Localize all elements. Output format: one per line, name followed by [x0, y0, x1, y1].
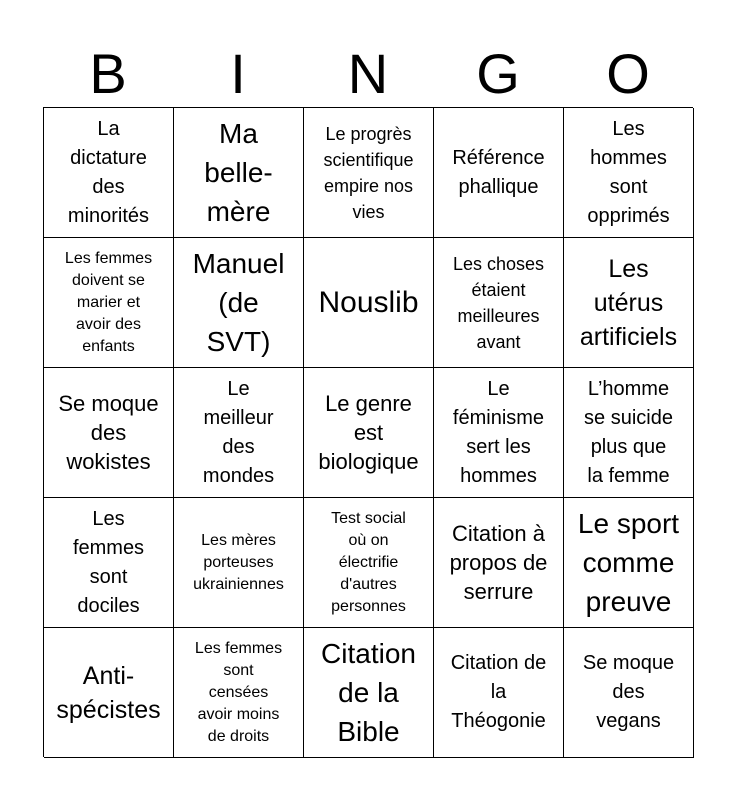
cell-text: Test social où on électrifie d'autres personnes: [331, 509, 406, 615]
bingo-cell[interactable]: [564, 498, 694, 628]
cell-text: Le genre est biologique: [318, 391, 419, 474]
bingo-cell[interactable]: [434, 108, 564, 238]
bingo-cell[interactable]: [304, 498, 434, 628]
cell-text: Référence phallique: [452, 146, 545, 198]
cell-text: Les femmes doivent se marier et avoir des enfants: [64, 249, 153, 355]
bingo-cell[interactable]: [564, 628, 694, 758]
bingo-cell[interactable]: [304, 238, 434, 368]
header-letter-o: O: [606, 42, 650, 105]
bingo-cell[interactable]: [434, 628, 564, 758]
bingo-cell[interactable]: [44, 498, 174, 628]
bingo-cell[interactable]: [174, 368, 304, 498]
bingo-cell[interactable]: [174, 628, 304, 758]
bingo-cell[interactable]: [434, 498, 564, 628]
cell-text: Manuel (de SVT): [192, 248, 285, 357]
bingo-cell[interactable]: [44, 238, 174, 368]
bingo-cell[interactable]: [434, 238, 564, 368]
cell-text: Ma belle- mère: [204, 118, 273, 227]
bingo-cell[interactable]: [564, 238, 694, 368]
cell-text: Les femmes sont dociles: [72, 507, 145, 617]
cell-text: L’homme se suicide plus que la femme: [584, 377, 673, 487]
header-letter-i: I: [230, 42, 246, 105]
cell-text: Les choses étaient meilleures avant: [452, 253, 545, 352]
bingo-cell[interactable]: [44, 108, 174, 238]
cell-text: Anti- spécistes: [56, 661, 161, 724]
header-letter-n: N: [347, 42, 389, 105]
cell-text: Citation à propos de serrure: [449, 521, 548, 604]
bingo-cell[interactable]: [174, 108, 304, 238]
bingo-cell[interactable]: [174, 238, 304, 368]
cell-text: Nouslib: [318, 285, 419, 319]
bingo-cell[interactable]: [304, 628, 434, 758]
cell-text: Le féminisme sert les hommes: [452, 377, 545, 487]
bingo-header: [43, 40, 693, 108]
cell-text: Le meilleur des mondes: [202, 377, 275, 487]
header-letter-g: G: [476, 42, 520, 105]
cell-text: Citation de la Théogonie: [450, 652, 547, 732]
cell-text: Le progrès scientifique empire nos vies: [323, 123, 414, 222]
cell-text: Se moque des vegans: [582, 652, 675, 732]
bingo-cell[interactable]: [564, 108, 694, 238]
cell-text: Les mères porteuses ukrainiennes: [193, 531, 284, 593]
cell-text: Les femmes sont censées avoir moins de droits: [194, 639, 283, 745]
bingo-grid: [43, 107, 693, 757]
cell-text: Les hommes sont opprimés: [587, 117, 670, 227]
cell-text: La dictature des minorités: [67, 117, 150, 227]
cell-text: Les utérus artificiels: [579, 254, 678, 351]
cell-text: Se moque des wokistes: [58, 391, 159, 474]
bingo-cell[interactable]: [44, 628, 174, 758]
cell-text: Citation de la Bible: [321, 638, 416, 747]
cell-text: Le sport comme preuve: [577, 508, 680, 617]
bingo-cell[interactable]: [564, 368, 694, 498]
bingo-cell[interactable]: [174, 498, 304, 628]
bingo-cell[interactable]: [304, 108, 434, 238]
header-letter-b: B: [89, 42, 127, 105]
bingo-cell[interactable]: [44, 368, 174, 498]
bingo-cell[interactable]: [304, 368, 434, 498]
bingo-cell[interactable]: [434, 368, 564, 498]
